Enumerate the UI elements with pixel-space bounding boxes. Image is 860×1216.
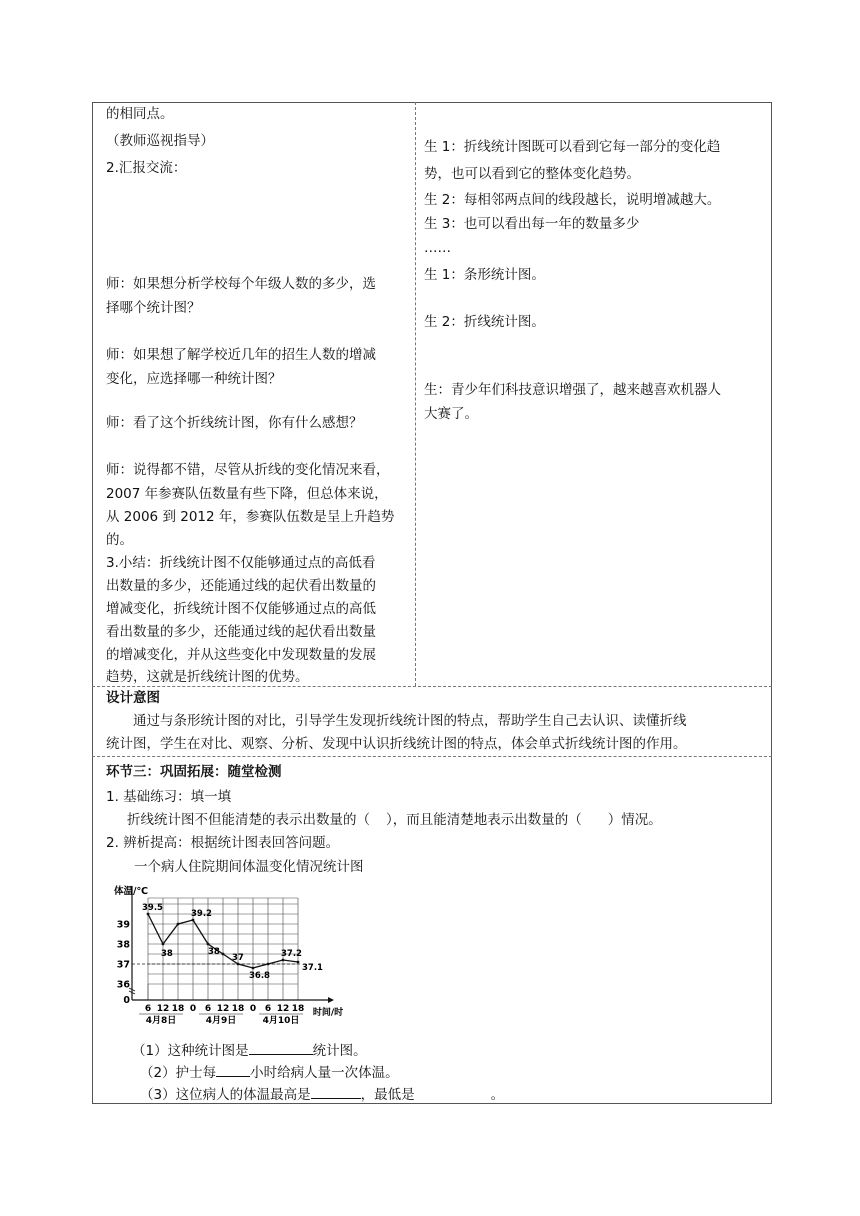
teacher-text-line: 师：说得都不错，尽管从折线的变化情况来看，: [106, 462, 390, 478]
student-text-line: 生：青少年们科技意识增强了，越来越喜欢机器人: [424, 382, 721, 398]
data-label: 37: [232, 953, 244, 963]
teacher-text-line: 2.汇报交流：: [106, 160, 187, 176]
chart-title: 一个病人住院期间体温变化情况统计图: [134, 859, 364, 875]
question-2: （2）护士每 小时给病人量一次体温。: [140, 1062, 399, 1083]
row-divider-2: [92, 756, 772, 757]
student-text-line: 生 2：每相邻两点间的线段越长，说明增减越大。: [424, 192, 721, 208]
data-label: 38: [161, 949, 173, 959]
student-text-line: 生 1：条形统计图。: [424, 267, 545, 283]
exercise-1-label: 1. 基础练习：填一填: [106, 789, 232, 805]
y-axis-label: 体温/℃: [114, 886, 148, 897]
x-axis-arrow: [328, 997, 334, 1003]
student-text-line: 生 3：也可以看出每一年的数量多少: [424, 216, 640, 232]
teacher-text-line: （教师巡视指导）: [106, 133, 214, 149]
day-label: 4月8日: [145, 1016, 177, 1026]
day-label: 4月9日: [205, 1016, 237, 1026]
answer-blank-2[interactable]: [216, 1062, 250, 1077]
data-label: 39.2: [191, 909, 212, 919]
answer-blank-3[interactable]: [311, 1084, 361, 1099]
data-point: [192, 919, 195, 922]
section-heading: 环节三：巩固拓展：随堂检测: [106, 764, 282, 780]
teacher-text-line: 从 2006 到 2012 年，参赛队伍数是呈上升趋势: [106, 509, 395, 525]
exercise-2-label: 2. 辨析提高：根据统计图表回答问题。: [106, 835, 340, 851]
teacher-text-line: 师：如果想分析学校每个年级人数的多少，选: [106, 276, 376, 292]
y-tick-label: 36: [116, 979, 130, 991]
y-tick-label: 38: [116, 939, 130, 951]
x-tick-label: 12: [156, 1004, 170, 1014]
temperature-line-chart: [112, 882, 352, 1030]
x-tick-label: 6: [264, 1004, 272, 1014]
x-tick-label: 18: [231, 1004, 245, 1014]
teacher-text-line: 变化，应选择哪一种统计图？: [106, 371, 282, 387]
data-label: 37.2: [281, 949, 302, 959]
answer-blank-1[interactable]: [249, 1040, 313, 1055]
column-divider: [415, 102, 416, 686]
design-text-line: 通过与条形统计图的对比，引导学生发现折线统计图的特点，帮助学生自己去认识、读懂折线: [133, 713, 687, 729]
teacher-text-line: 趋势，这就是折线统计图的优势。: [106, 669, 309, 685]
x-tick-label: 0: [249, 1004, 257, 1014]
day-label: 4月10日: [262, 1016, 300, 1026]
x-tick-label: 18: [171, 1004, 185, 1014]
teacher-text-line: 的。: [106, 532, 133, 548]
student-text-line: 势，也可以看到它的整体变化趋势。: [424, 166, 640, 182]
data-label: 37.1: [302, 963, 323, 973]
x-tick-label: 6: [144, 1004, 152, 1014]
y-tick-label: 39: [116, 919, 130, 931]
y-tick-label: 0: [123, 995, 130, 1006]
question-1: （1）这种统计图是 统计图。: [132, 1040, 367, 1061]
x-tick-label: 12: [216, 1004, 230, 1014]
x-tick-label: 6: [204, 1004, 212, 1014]
data-point: [177, 923, 180, 926]
exercise-1-text: 折线统计图不但能清楚的表示出数量的（ ），而且能清楚地表示出数量的（ ）情况。: [127, 812, 662, 828]
data-point: [162, 943, 165, 946]
teacher-text-line: 看出数量的多少，还能通过线的起伏看出数量: [106, 624, 376, 640]
teacher-text-line: 的增减变化，并从这些变化中发现数量的发展: [106, 647, 376, 663]
student-text-line: ……: [424, 240, 451, 256]
data-label: 39.5: [142, 903, 163, 913]
x-axis-label: 时间/时: [312, 1008, 344, 1018]
data-point: [222, 953, 225, 956]
data-point: [297, 961, 300, 964]
question-3: （3）这位病人的体温最高是 ，最低是 。: [140, 1084, 504, 1105]
student-text-line: 生 2：折线统计图。: [424, 314, 545, 330]
data-point: [207, 943, 210, 946]
design-heading: 设计意图: [106, 690, 160, 706]
teacher-text-line: 的相同点。: [106, 106, 174, 122]
student-text-line: 生 1：折线统计图既可以看到它每一部分的变化趋: [424, 139, 721, 155]
data-label: 36.8: [249, 971, 270, 981]
teacher-text-line: 出数量的多少，还能通过线的起伏看出数量的: [106, 578, 376, 594]
teacher-text-line: 3.小结：折线统计图不仅能够通过点的高低看: [106, 555, 376, 571]
teacher-text-line: 2007 年参赛队伍数量有些下降，但总体来说，: [106, 486, 388, 502]
data-point: [147, 913, 150, 916]
data-point: [252, 967, 255, 970]
data-point: [267, 963, 270, 966]
y-tick-label: 37: [116, 959, 130, 971]
x-tick-label: 12: [276, 1004, 290, 1014]
data-label: 38: [208, 947, 220, 957]
x-tick-label: 0: [189, 1004, 197, 1014]
teacher-text-line: 增减变化，折线统计图不仅能够通过点的高低: [106, 601, 376, 617]
teacher-text-line: 择哪个统计图？: [106, 300, 201, 316]
design-text-line: 统计图，学生在对比、观察、分析、发现中认识折线统计图的特点，体会单式折线统计图的作用。: [106, 736, 687, 752]
x-tick-label: 18: [291, 1004, 305, 1014]
teacher-text-line: 师：如果想了解学校近几年的招生人数的增减: [106, 347, 376, 363]
teacher-text-line: 师：看了这个折线统计图，你有什么感想？: [106, 415, 363, 431]
data-point: [237, 963, 240, 966]
data-point: [282, 959, 285, 962]
student-text-line: 大赛了。: [424, 406, 478, 422]
